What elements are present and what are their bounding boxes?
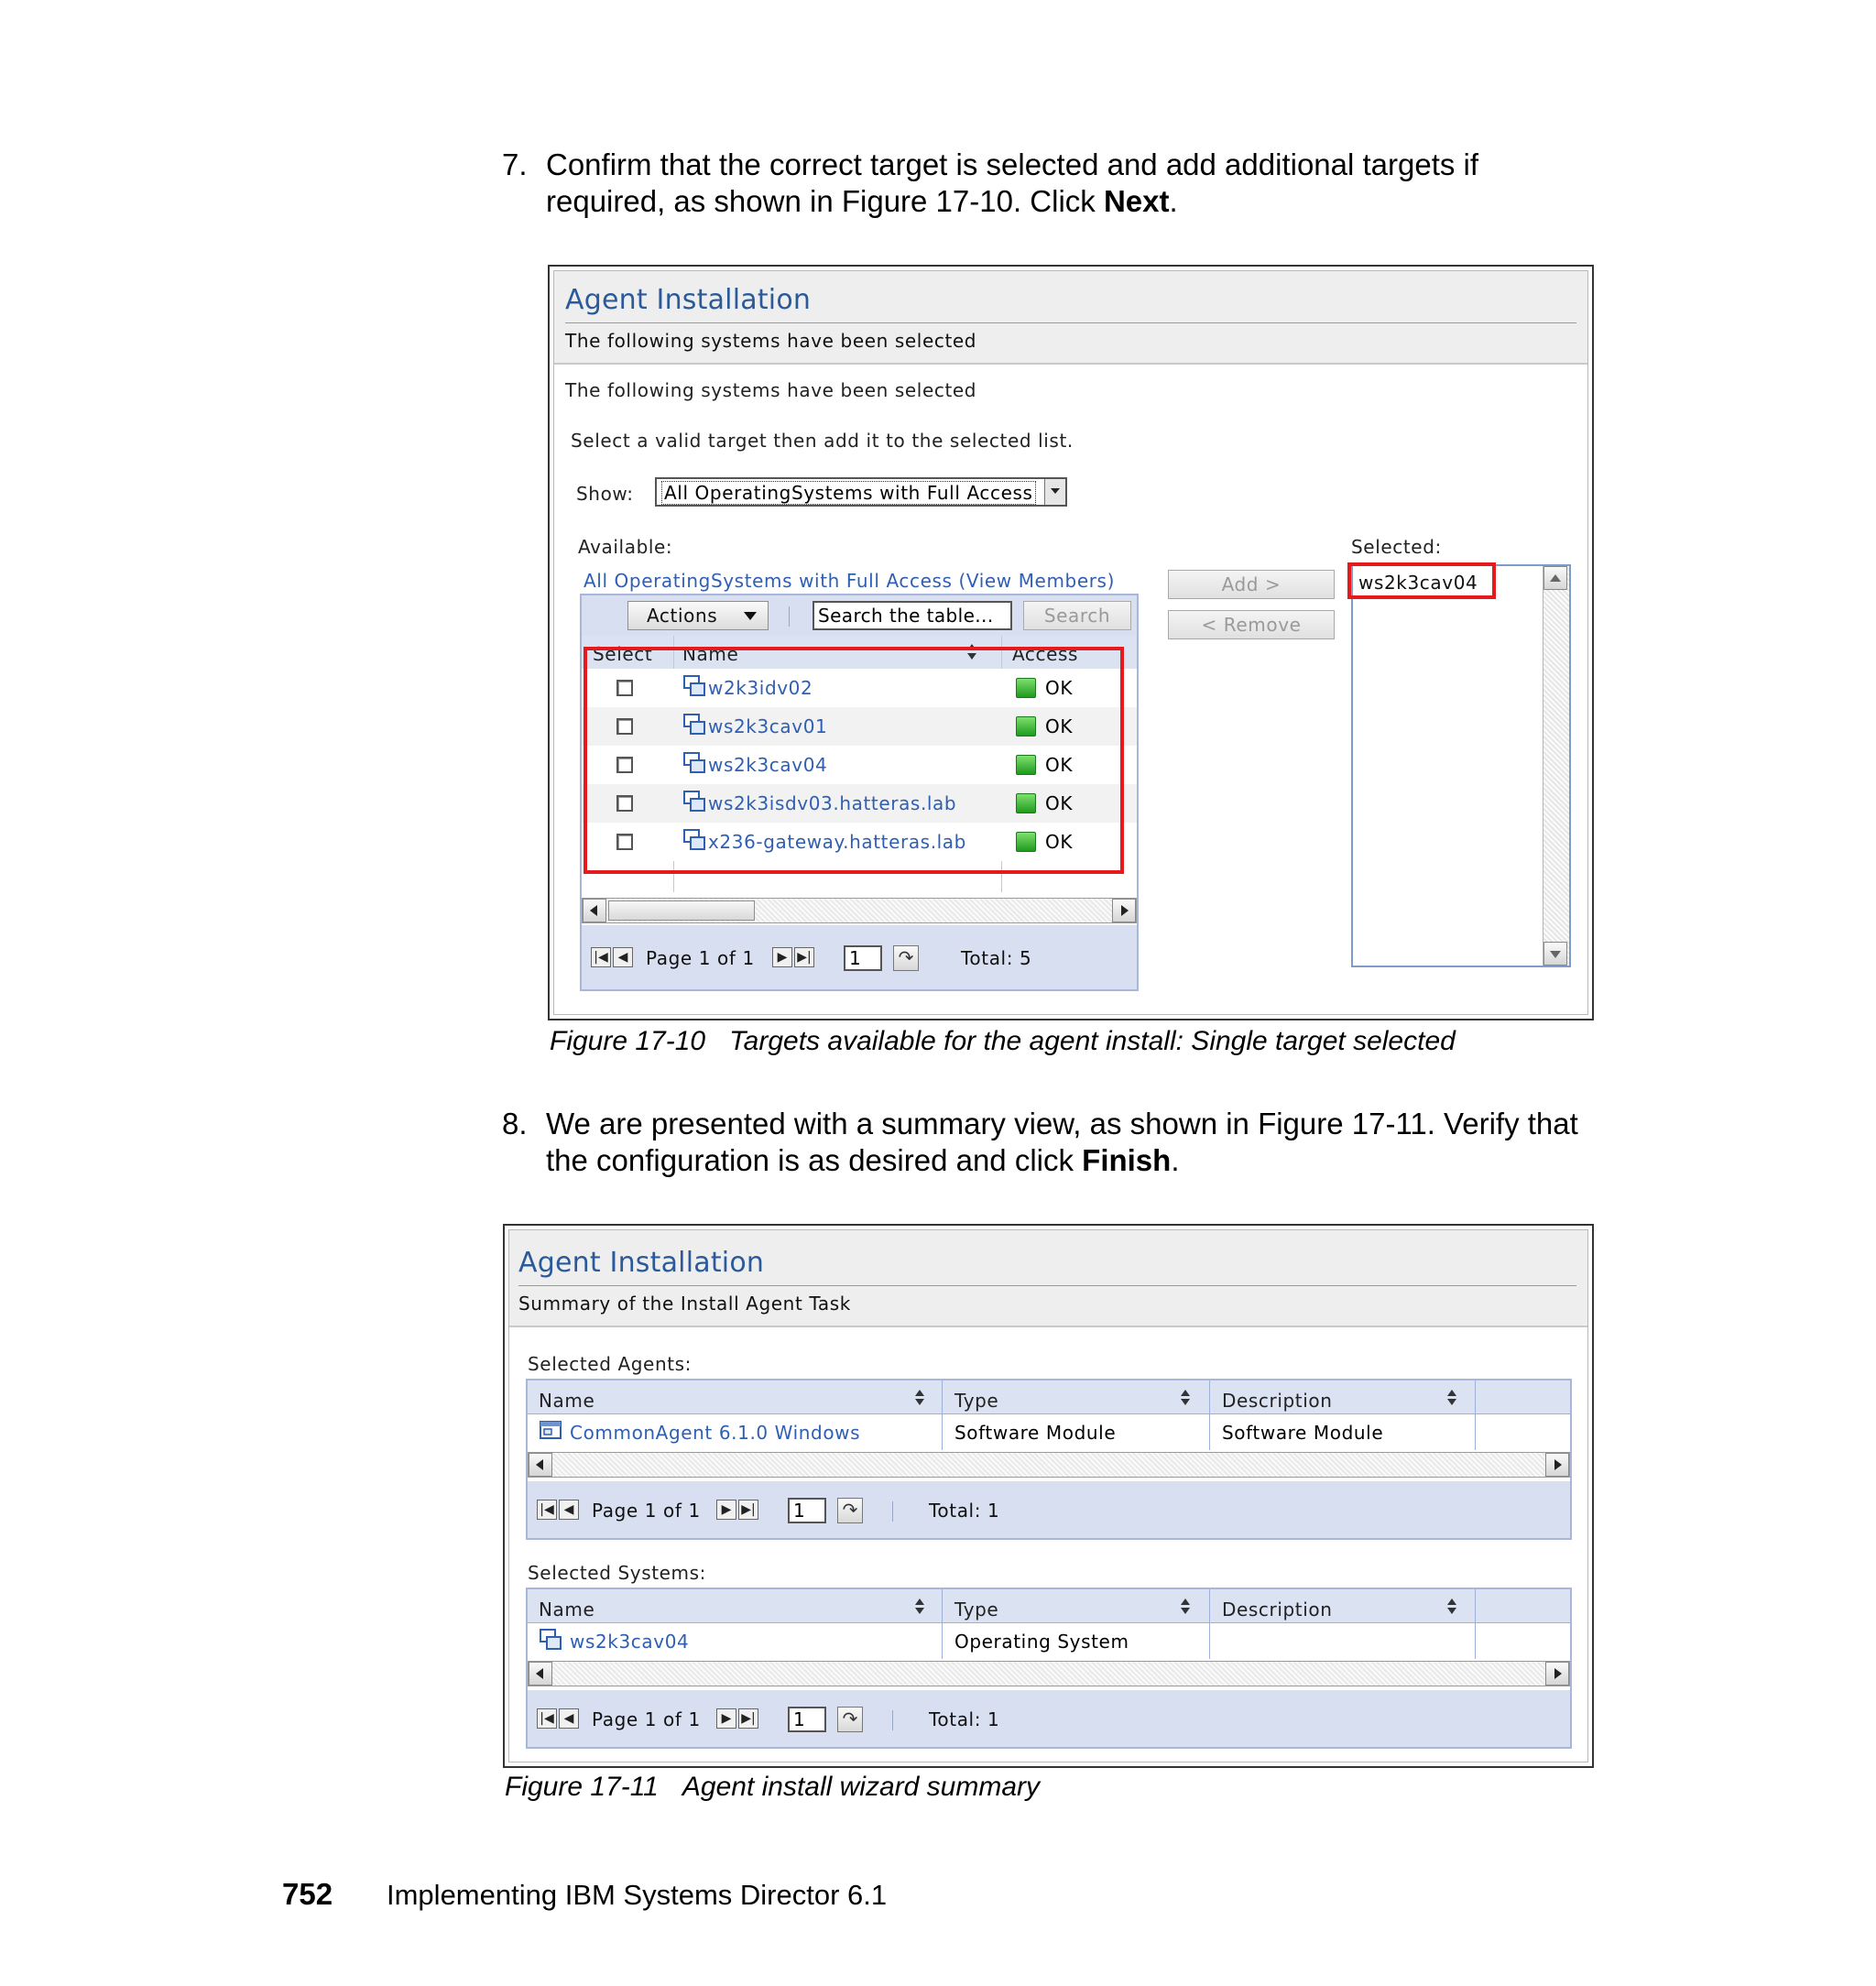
row-access: OK <box>1045 792 1074 814</box>
horizontal-scrollbar[interactable] <box>528 1661 1570 1686</box>
table-row <box>528 1622 1570 1659</box>
pager <box>528 1692 1570 1749</box>
page-text: Page 1 of 1 <box>592 1500 701 1522</box>
available-label: Available: <box>578 536 673 558</box>
step-text-line1: Confirm that the correct target is selected and add additional targets if <box>546 147 1479 181</box>
page-text: Page 1 of 1 <box>592 1708 701 1730</box>
panel-subtitle: Summary of the Install Agent Task <box>518 1293 851 1315</box>
group-link[interactable]: All OperatingSystems with Full Access (View Members) <box>584 570 1115 592</box>
col-name[interactable]: Name <box>682 643 739 665</box>
prev-page-icon[interactable]: ◀ <box>559 1708 579 1729</box>
caption-number: Figure 17-10 <box>550 1026 706 1056</box>
scroll-right-icon[interactable] <box>1112 899 1136 922</box>
agent-description: Software Module <box>1222 1422 1384 1444</box>
finish-keyword: Finish <box>1082 1143 1172 1177</box>
system-type: Operating System <box>954 1631 1129 1653</box>
selected-agents-table <box>526 1379 1572 1540</box>
caption-text: Agent install wizard summary <box>682 1772 1041 1802</box>
scroll-up-icon[interactable] <box>1543 566 1567 590</box>
selected-listbox[interactable] <box>1351 564 1571 967</box>
row-name-link[interactable]: ws2k3isdv03.hatteras.lab <box>708 792 957 814</box>
step-number: 8. <box>502 1107 528 1140</box>
table-header-row <box>528 1589 1570 1623</box>
sort-icon[interactable] <box>1178 1598 1193 1616</box>
caption-number: Figure 17-11 <box>505 1772 659 1802</box>
panel-header <box>554 271 1587 365</box>
selected-item[interactable]: ws2k3cav04 <box>1358 572 1478 594</box>
page-number-input[interactable]: 1 <box>788 1707 826 1732</box>
next-keyword: Next <box>1103 184 1170 218</box>
actions-menu-button[interactable] <box>627 601 769 630</box>
step-text-line1: We are presented with a summary view, as shown in Figure 17-11. Verify that <box>546 1107 1578 1140</box>
row-access: OK <box>1045 754 1074 776</box>
pager <box>528 1483 1570 1540</box>
pager <box>582 927 1137 989</box>
agent-installation-summary-panel <box>508 1229 1588 1762</box>
sort-icon[interactable] <box>912 1389 927 1407</box>
step-number: 7. <box>502 147 528 181</box>
scroll-right-icon[interactable] <box>1545 1662 1569 1686</box>
last-page-icon[interactable]: ▶| <box>738 1708 758 1729</box>
row-name-link[interactable]: ws2k3cav01 <box>708 715 828 737</box>
go-page-icon[interactable]: ↷ <box>837 1707 863 1732</box>
panel-title: Agent Installation <box>518 1247 765 1279</box>
header-rule <box>565 322 1576 323</box>
scroll-thumb[interactable] <box>608 900 755 921</box>
col-access[interactable]: Access <box>1012 643 1079 665</box>
page-number-input[interactable]: 1 <box>788 1498 826 1523</box>
table-body <box>528 1380 1570 1481</box>
body-text-instructions: Select a valid target then add it to the selected list. <box>571 430 1074 452</box>
first-page-icon[interactable]: |◀ <box>591 947 611 967</box>
total-count: Total: 1 <box>929 1500 1000 1522</box>
panel-title: Agent Installation <box>565 284 812 316</box>
next-page-icon[interactable]: ▶ <box>716 1708 736 1729</box>
sort-icon[interactable] <box>912 1598 927 1616</box>
system-name-link[interactable]: ws2k3cav04 <box>570 1631 690 1653</box>
page-text: Page 1 of 1 <box>646 947 755 969</box>
col-name[interactable]: Name <box>539 1390 595 1412</box>
next-page-icon[interactable]: ▶ <box>772 947 792 967</box>
table-body <box>528 1589 1570 1690</box>
vertical-scrollbar[interactable] <box>1543 566 1569 966</box>
chevron-down-icon <box>744 612 757 620</box>
panel-subtitle: The following systems have been selected <box>565 330 977 352</box>
scroll-right-icon[interactable] <box>1545 1453 1569 1477</box>
step-text-line2-end: . <box>1169 184 1178 218</box>
col-type[interactable]: Type <box>954 1599 999 1620</box>
row-access: OK <box>1045 831 1074 853</box>
table-row <box>528 1413 1570 1450</box>
search-button[interactable]: Search <box>1023 601 1131 630</box>
table-toolbar <box>582 595 1137 636</box>
agent-name-link[interactable]: CommonAgent 6.1.0 Windows <box>570 1422 861 1444</box>
prev-page-icon[interactable]: ◀ <box>559 1500 579 1520</box>
scroll-left-icon[interactable] <box>529 1662 552 1686</box>
row-access: OK <box>1045 677 1074 699</box>
selected-systems-table <box>526 1588 1572 1749</box>
scroll-left-icon[interactable] <box>583 899 606 922</box>
header-rule <box>518 1285 1576 1286</box>
software-module-icon <box>539 1419 562 1443</box>
system-icon <box>539 1628 562 1652</box>
step-text-line2 <box>546 1142 1180 1179</box>
first-page-icon[interactable]: |◀ <box>537 1708 557 1729</box>
row-name-link[interactable]: ws2k3cav04 <box>708 754 828 776</box>
next-page-icon[interactable]: ▶ <box>716 1500 736 1520</box>
agent-installation-panel <box>553 270 1588 1015</box>
page-number-input[interactable]: 1 <box>844 945 882 971</box>
go-page-icon[interactable]: ↷ <box>893 945 919 971</box>
row-name-link[interactable]: w2k3idv02 <box>708 677 813 699</box>
figure-17-11-screenshot <box>503 1224 1594 1768</box>
last-page-icon[interactable]: ▶| <box>738 1500 758 1520</box>
show-filter-value: All OperatingSystems with Full Access <box>661 481 1036 505</box>
pager-divider <box>892 1501 893 1522</box>
agent-type: Software Module <box>954 1422 1117 1444</box>
col-description[interactable]: Description <box>1222 1599 1333 1620</box>
step-text-line2-end: . <box>1171 1143 1180 1177</box>
col-type[interactable]: Type <box>954 1390 999 1412</box>
actions-label: Actions <box>647 605 718 627</box>
scroll-left-icon[interactable] <box>529 1453 552 1477</box>
book-title: Implementing IBM Systems Director 6.1 <box>387 1879 888 1911</box>
highlight-box <box>1347 562 1496 599</box>
horizontal-scrollbar[interactable] <box>582 898 1137 923</box>
sort-icon[interactable] <box>1445 1598 1459 1616</box>
col-select[interactable]: Select <box>593 643 653 665</box>
selected-label: Selected: <box>1351 536 1442 558</box>
step-text-line2-start: required, as shown in Figure 17-10. Click <box>546 184 1104 218</box>
remove-button[interactable]: < Remove <box>1168 610 1335 639</box>
step-text-line2 <box>546 183 1178 220</box>
scroll-down-icon[interactable] <box>1543 942 1567 966</box>
toolbar-divider <box>789 606 790 627</box>
row-access: OK <box>1045 715 1074 737</box>
pager-divider <box>892 1710 893 1730</box>
selected-agents-label: Selected Agents: <box>528 1353 693 1375</box>
show-label: Show: <box>576 483 634 505</box>
prev-page-icon[interactable]: ◀ <box>613 947 633 967</box>
chevron-down-icon[interactable] <box>1044 479 1065 505</box>
row-name-link[interactable]: x236-gateway.hatteras.lab <box>708 831 966 853</box>
show-filter-select[interactable] <box>655 477 1067 507</box>
selected-systems-label: Selected Systems: <box>528 1562 706 1584</box>
col-name[interactable]: Name <box>539 1599 595 1620</box>
step-7 <box>502 147 1693 229</box>
page-number: 752 <box>282 1877 333 1911</box>
sort-icon[interactable] <box>1445 1389 1459 1407</box>
figure-17-10-caption <box>550 1026 1456 1057</box>
step-text-line2-start: the configuration is as desired and click <box>546 1143 1083 1177</box>
total-count: Total: 5 <box>961 947 1032 969</box>
first-page-icon[interactable]: |◀ <box>537 1500 557 1520</box>
horizontal-scrollbar[interactable] <box>528 1452 1570 1478</box>
sort-icon[interactable] <box>1178 1389 1193 1407</box>
figure-17-10-screenshot <box>548 265 1594 1020</box>
body-text-selected: The following systems have been selected <box>565 379 977 401</box>
go-page-icon[interactable]: ↷ <box>837 1498 863 1523</box>
caption-text: Targets available for the agent install: Single target selected <box>729 1026 1456 1056</box>
highlight-box <box>584 647 1124 874</box>
table-header-row <box>528 1380 1570 1414</box>
last-page-icon[interactable]: ▶| <box>794 947 814 967</box>
figure-17-11-caption <box>505 1772 1040 1803</box>
col-description[interactable]: Description <box>1222 1390 1333 1412</box>
add-button[interactable]: Add > <box>1168 570 1335 599</box>
search-input[interactable]: Search the table... <box>813 601 1012 630</box>
step-8 <box>502 1106 1693 1188</box>
total-count: Total: 1 <box>929 1708 1000 1730</box>
panel-header <box>509 1230 1587 1327</box>
